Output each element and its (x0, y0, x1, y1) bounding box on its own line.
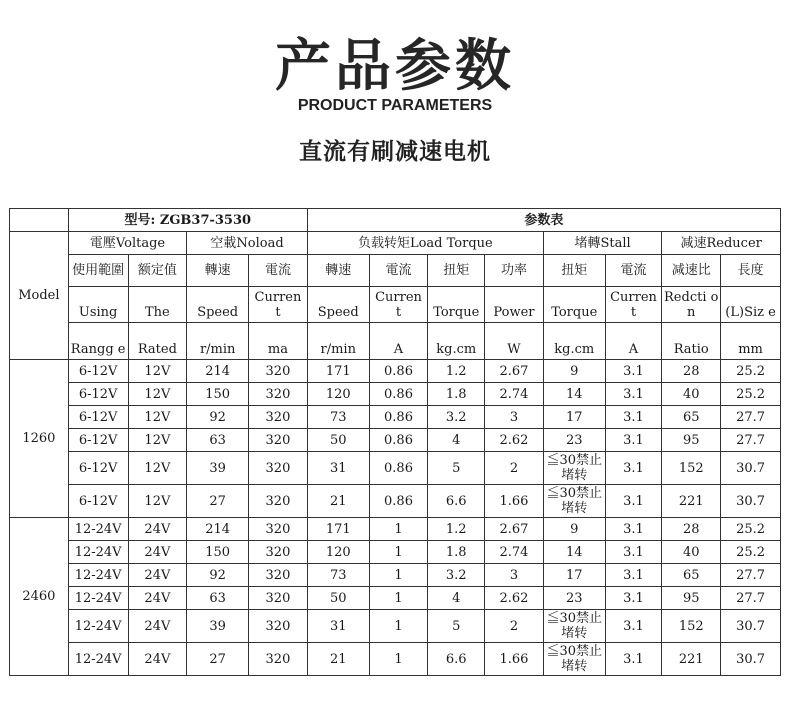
table-header-row-1 (10, 209, 781, 232)
table-cell: 3.1 (605, 406, 662, 429)
table-cell: 12V (128, 485, 187, 518)
header-cn-cell: 减速比 (662, 255, 721, 287)
table-cell: 0.86 (369, 485, 428, 518)
table-cell: 50 (307, 429, 369, 452)
table-cell: 150 (187, 383, 249, 406)
table-cell: 31 (307, 610, 369, 643)
header-en-cell: The (128, 287, 187, 323)
table-cell: 95 (662, 429, 721, 452)
stall-note-cell: ≦30禁止堵转 (543, 643, 605, 676)
table-cell: 0.86 (369, 383, 428, 406)
table-cell: 14 (543, 541, 605, 564)
table-cell: 23 (543, 429, 605, 452)
table-cell: 320 (249, 643, 308, 676)
table-cell: 63 (187, 429, 249, 452)
stall-note-cell: ≦30禁止堵转 (543, 485, 605, 518)
table-cell: 12-24V (68, 610, 128, 643)
header-cn-cell: 使用範圍 (68, 255, 128, 287)
header-unit-cell: mm (721, 323, 781, 360)
table-cell: 21 (307, 485, 369, 518)
header-en-cell: Curren t (249, 287, 308, 323)
table-cell: 171 (307, 518, 369, 541)
table-cell: 1 (369, 610, 428, 643)
table-cell: 1 (369, 587, 428, 610)
table-cell: 3.1 (605, 518, 662, 541)
table-cell: 12V (128, 406, 187, 429)
table-row (10, 360, 781, 383)
table-cell: 25.2 (721, 360, 781, 383)
table-cell: 30.7 (721, 643, 781, 676)
table-cell: 9 (543, 518, 605, 541)
table-cell: 2 (485, 610, 544, 643)
table-cell: 12-24V (68, 564, 128, 587)
table-cell: 39 (187, 452, 249, 485)
table-cell: 27.7 (721, 587, 781, 610)
table-cell: 17 (543, 564, 605, 587)
header-cn-cell: 扭矩 (428, 255, 485, 287)
table-cell: 0.86 (369, 429, 428, 452)
table-cell: 12V (128, 360, 187, 383)
table-cell: 6-12V (68, 485, 128, 518)
table-cell: 27.7 (721, 406, 781, 429)
table-cell: 320 (249, 429, 308, 452)
table-cell: 6-12V (68, 406, 128, 429)
header-cn-cell: 長度 (721, 255, 781, 287)
table-cell: 150 (187, 541, 249, 564)
table-cell: 152 (662, 452, 721, 485)
header-unit-cell: Rated (128, 323, 187, 360)
parameters-table (9, 208, 781, 676)
table-cell: 1.8 (428, 541, 485, 564)
table-cell: 25.2 (721, 518, 781, 541)
table-header-row-unit (10, 323, 781, 360)
table-header-row-en (10, 287, 781, 323)
header-unit-cell: kg.cm (428, 323, 485, 360)
table-cell: 1.2 (428, 360, 485, 383)
table-cell: 152 (662, 610, 721, 643)
model-label: Model (10, 232, 69, 360)
header-unit-cell: W (485, 323, 544, 360)
table-cell: 2 (485, 452, 544, 485)
table-cell: 92 (187, 564, 249, 587)
group-reducer: 减速Reducer (662, 232, 781, 255)
table-cell: 0.86 (369, 406, 428, 429)
table-cell: 27.7 (721, 564, 781, 587)
table-cell: 3.1 (605, 452, 662, 485)
table-row (10, 452, 781, 485)
table-cell: 3.1 (605, 610, 662, 643)
table-cell: 14 (543, 383, 605, 406)
table-cell: 3.2 (428, 406, 485, 429)
table-cell: 4 (428, 429, 485, 452)
header-cn-cell: 额定值 (128, 255, 187, 287)
header-cn-cell: 扭矩 (543, 255, 605, 287)
page-title-english: PRODUCT PARAMETERS (297, 97, 493, 114)
table-cell: 320 (249, 485, 308, 518)
table-cell: 27 (187, 643, 249, 676)
table-cell: 5 (428, 452, 485, 485)
table-cell: 2.62 (485, 587, 544, 610)
header-cn-cell: 電流 (369, 255, 428, 287)
table-cell: 3.1 (605, 643, 662, 676)
table-cell: 320 (249, 587, 308, 610)
table-cell: 6-12V (68, 429, 128, 452)
table-cell: 6.6 (428, 643, 485, 676)
table-cell: 320 (249, 564, 308, 587)
table-cell: 2.62 (485, 429, 544, 452)
table-cell: 320 (249, 541, 308, 564)
table-cell: 120 (307, 383, 369, 406)
header-unit-cell: ma (249, 323, 308, 360)
table-cell: 0.86 (369, 360, 428, 383)
table-cell: 24V (128, 643, 187, 676)
table-cell: 28 (662, 360, 721, 383)
table-cell: 12V (128, 452, 187, 485)
table-cell: 3.1 (605, 587, 662, 610)
table-cell: 9 (543, 360, 605, 383)
table-row (10, 587, 781, 610)
model-cell: 1260 (10, 360, 69, 518)
header-en-cell: Redcti on (662, 287, 721, 323)
table-cell: 21 (307, 643, 369, 676)
table-cell: 2.74 (485, 383, 544, 406)
table-cell: 6-12V (68, 383, 128, 406)
table-cell: 6-12V (68, 360, 128, 383)
table-header-row-cn (10, 255, 781, 287)
table-cell: 31 (307, 452, 369, 485)
table-cell: 63 (187, 587, 249, 610)
table-cell: 12V (128, 383, 187, 406)
header-en-cell: Curren t (369, 287, 428, 323)
header-unit-cell: r/min (307, 323, 369, 360)
table-cell: 65 (662, 564, 721, 587)
table-row (10, 429, 781, 452)
table-cell: 1 (369, 643, 428, 676)
table-cell: 50 (307, 587, 369, 610)
table-cell: 320 (249, 360, 308, 383)
table-cell: 3.1 (605, 429, 662, 452)
table-cell: 40 (662, 541, 721, 564)
table-row (10, 564, 781, 587)
table-cell: 1.8 (428, 383, 485, 406)
table-cell: 65 (662, 406, 721, 429)
table-cell: 1.2 (428, 518, 485, 541)
table-cell: 30.7 (721, 485, 781, 518)
header-en-cell: Torque (543, 287, 605, 323)
table-cell: 73 (307, 564, 369, 587)
table-cell: 120 (307, 541, 369, 564)
header-en-cell: Power (485, 287, 544, 323)
table-cell: 39 (187, 610, 249, 643)
table-cell: 28 (662, 518, 721, 541)
table-cell: 24V (128, 610, 187, 643)
table-cell: 25.2 (721, 541, 781, 564)
header-en-cell: (L)Siz e (721, 287, 781, 323)
table-cell: 12-24V (68, 541, 128, 564)
product-subtitle: 直流有刷减速电机 (299, 139, 491, 165)
table-cell: 27.7 (721, 429, 781, 452)
table-cell: 24V (128, 587, 187, 610)
table-cell: 1.66 (485, 643, 544, 676)
table-cell: 320 (249, 383, 308, 406)
table-cell: 320 (249, 452, 308, 485)
table-cell: 1.66 (485, 485, 544, 518)
table-cell: 1 (369, 518, 428, 541)
table-cell: 6.6 (428, 485, 485, 518)
table-cell: 24V (128, 518, 187, 541)
group-stall: 堵轉Stall (543, 232, 662, 255)
table-cell: 320 (249, 610, 308, 643)
page-title: 产品参数 (275, 34, 515, 99)
table-cell: 40 (662, 383, 721, 406)
group-noload: 空載Noload (187, 232, 308, 255)
param-table-header: 参数表 (307, 209, 780, 232)
table-header-row-2 (10, 232, 781, 255)
table-cell: 214 (187, 360, 249, 383)
table-cell: 23 (543, 587, 605, 610)
table-cell: 3 (485, 406, 544, 429)
table-cell: 2.67 (485, 360, 544, 383)
table-cell: 95 (662, 587, 721, 610)
table-cell: 24V (128, 564, 187, 587)
header-unit-cell: A (605, 323, 662, 360)
table-cell: 3.1 (605, 485, 662, 518)
table-cell: 30.7 (721, 610, 781, 643)
table-cell: 6-12V (68, 452, 128, 485)
header-en-cell: Curren t (605, 287, 662, 323)
table-cell: 221 (662, 643, 721, 676)
table-row (10, 541, 781, 564)
header-cn-cell: 功率 (485, 255, 544, 287)
table-cell: 24V (128, 541, 187, 564)
table-row (10, 610, 781, 643)
group-voltage: 電壓Voltage (68, 232, 187, 255)
table-cell: 3.1 (605, 564, 662, 587)
table-cell: 1 (369, 541, 428, 564)
table-cell: 17 (543, 406, 605, 429)
table-cell: 3.1 (605, 383, 662, 406)
table-cell: 1 (369, 564, 428, 587)
model-number-header: 型号: ZGB37-3530 (68, 209, 307, 232)
table-cell: 2.74 (485, 541, 544, 564)
model-cell: 2460 (10, 518, 69, 676)
table-cell: 171 (307, 360, 369, 383)
table-cell: 2.67 (485, 518, 544, 541)
table-cell: 320 (249, 406, 308, 429)
table-row (10, 518, 781, 541)
corner-cell (10, 209, 69, 232)
header-en-cell: Speed (187, 287, 249, 323)
stall-note-cell: ≦30禁止堵转 (543, 452, 605, 485)
table-cell: 12-24V (68, 587, 128, 610)
table-row (10, 406, 781, 429)
table-cell: 221 (662, 485, 721, 518)
table-row (10, 485, 781, 518)
header-unit-cell: Ratio (662, 323, 721, 360)
header-en-cell: Torque (428, 287, 485, 323)
header-unit-cell: kg.cm (543, 323, 605, 360)
header-cn-cell: 轉速 (187, 255, 249, 287)
header-cn-cell: 電流 (249, 255, 308, 287)
header-unit-cell: A (369, 323, 428, 360)
table-cell: 27 (187, 485, 249, 518)
table-cell: 73 (307, 406, 369, 429)
table-cell: 3.1 (605, 541, 662, 564)
header-cn-cell: 電流 (605, 255, 662, 287)
table-cell: 4 (428, 587, 485, 610)
table-cell: 12-24V (68, 518, 128, 541)
stall-note-cell: ≦30禁止堵转 (543, 610, 605, 643)
table-cell: 12V (128, 429, 187, 452)
table-cell: 0.86 (369, 452, 428, 485)
header-unit-cell: Rangg e (68, 323, 128, 360)
header-en-cell: Using (68, 287, 128, 323)
table-cell: 3.1 (605, 360, 662, 383)
table-cell: 12-24V (68, 643, 128, 676)
header-unit-cell: r/min (187, 323, 249, 360)
table-cell: 320 (249, 518, 308, 541)
header-en-cell: Speed (307, 287, 369, 323)
table-cell: 3 (485, 564, 544, 587)
table-cell: 92 (187, 406, 249, 429)
table-cell: 5 (428, 610, 485, 643)
group-load-torque: 负载转矩Load Torque (307, 232, 543, 255)
table-row (10, 643, 781, 676)
table-cell: 30.7 (721, 452, 781, 485)
table-cell: 214 (187, 518, 249, 541)
table-cell: 25.2 (721, 383, 781, 406)
table-cell: 3.2 (428, 564, 485, 587)
header-cn-cell: 轉速 (307, 255, 369, 287)
table-row (10, 383, 781, 406)
